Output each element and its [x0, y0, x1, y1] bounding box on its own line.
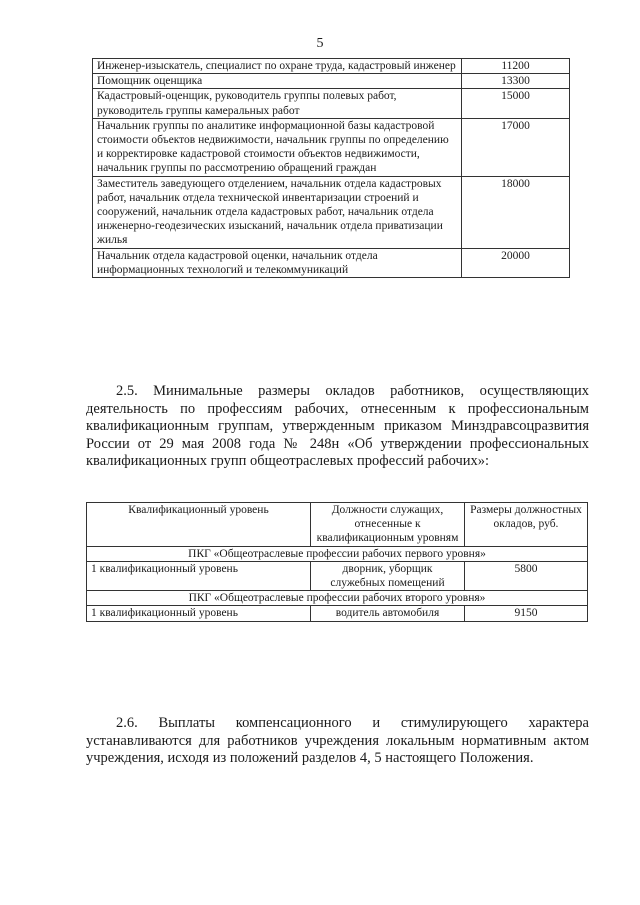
position-cell: Инженер-изыскатель, специалист по охране труда, кадастровый инженер	[93, 59, 462, 74]
paragraph-2-5: 2.5. Минимальные размеры окладов работников, осуществляющих деятельность по профессиям рабочих, отнесенным к профессиональным квалификационным группам, утвержденным приказом Минздравсоцразвития России от 29 мая 2008 года № 248н «Об утверждении профессиональных квалификационных групп общеотраслевых профессий рабочих»:	[86, 383, 589, 469]
position-cell: Начальник группы по аналитике информационной базы кадастровой стоимости объектов недвижимости, начальник группы по определению и корректировке кадастровой стоимости объектов недвижимости, начальник группы по рассмотрению обращений граждан	[93, 118, 462, 176]
position-cell: Кадастровый-оценщик, руководитель группы полевых работ, руководитель группы камеральных работ	[93, 89, 462, 118]
table-row	[93, 176, 570, 248]
paragraph-2-6: 2.6. Выплаты компенсационного и стимулирующего характера устанавливаются для работников учреждения локальным нормативным актом учреждения, исходя из положений разделов 4, 5 настоящего Положения.	[86, 715, 589, 766]
group-row	[87, 546, 588, 561]
header-salary: Размеры должностных окладов, руб.	[465, 503, 588, 547]
positions-cell: дворник, уборщик служебных помещений	[311, 561, 465, 590]
position-cell: Помощник оценщика	[93, 74, 462, 89]
table-header-row	[87, 503, 588, 547]
group-title: ПКГ «Общеотраслевые профессии рабочих второго уровня»	[87, 591, 588, 606]
position-cell: Заместитель заведующего отделением, начальник отдела кадастровых работ, начальник отдела технической инвентаризации строений и сооружений, начальник отдела кадастровых работ, начальник отдела инженерно-геодезических изысканий, начальник отдела приватизации жилья	[93, 176, 462, 248]
table-row	[93, 89, 570, 118]
table-row	[93, 248, 570, 277]
header-qualification-level: Квалификационный уровень	[87, 503, 311, 547]
salary-table-positions	[92, 58, 570, 278]
group-row	[87, 591, 588, 606]
header-positions: Должности служащих, отнесенные к квалификационным уровням	[311, 503, 465, 547]
salary-cell: 9150	[465, 606, 588, 621]
salary-cell: 20000	[462, 248, 570, 277]
level-cell: 1 квалификационный уровень	[87, 606, 311, 621]
salary-cell: 13300	[462, 74, 570, 89]
group-title: ПКГ «Общеотраслевые профессии рабочих первого уровня»	[87, 546, 588, 561]
salary-table-workers	[86, 502, 588, 622]
salary-cell: 17000	[462, 118, 570, 176]
table-row	[87, 561, 588, 590]
salary-cell: 5800	[465, 561, 588, 590]
table-row	[93, 118, 570, 176]
level-cell: 1 квалификационный уровень	[87, 561, 311, 590]
salary-cell: 15000	[462, 89, 570, 118]
table-row	[87, 606, 588, 621]
position-cell: Начальник отдела кадастровой оценки, начальник отдела информационных технологий и телекоммуникаций	[93, 248, 462, 277]
page-number: 5	[316, 36, 324, 51]
salary-cell: 18000	[462, 176, 570, 248]
salary-cell: 11200	[462, 59, 570, 74]
positions-cell: водитель автомобиля	[311, 606, 465, 621]
table-row	[93, 74, 570, 89]
table-row	[93, 59, 570, 74]
